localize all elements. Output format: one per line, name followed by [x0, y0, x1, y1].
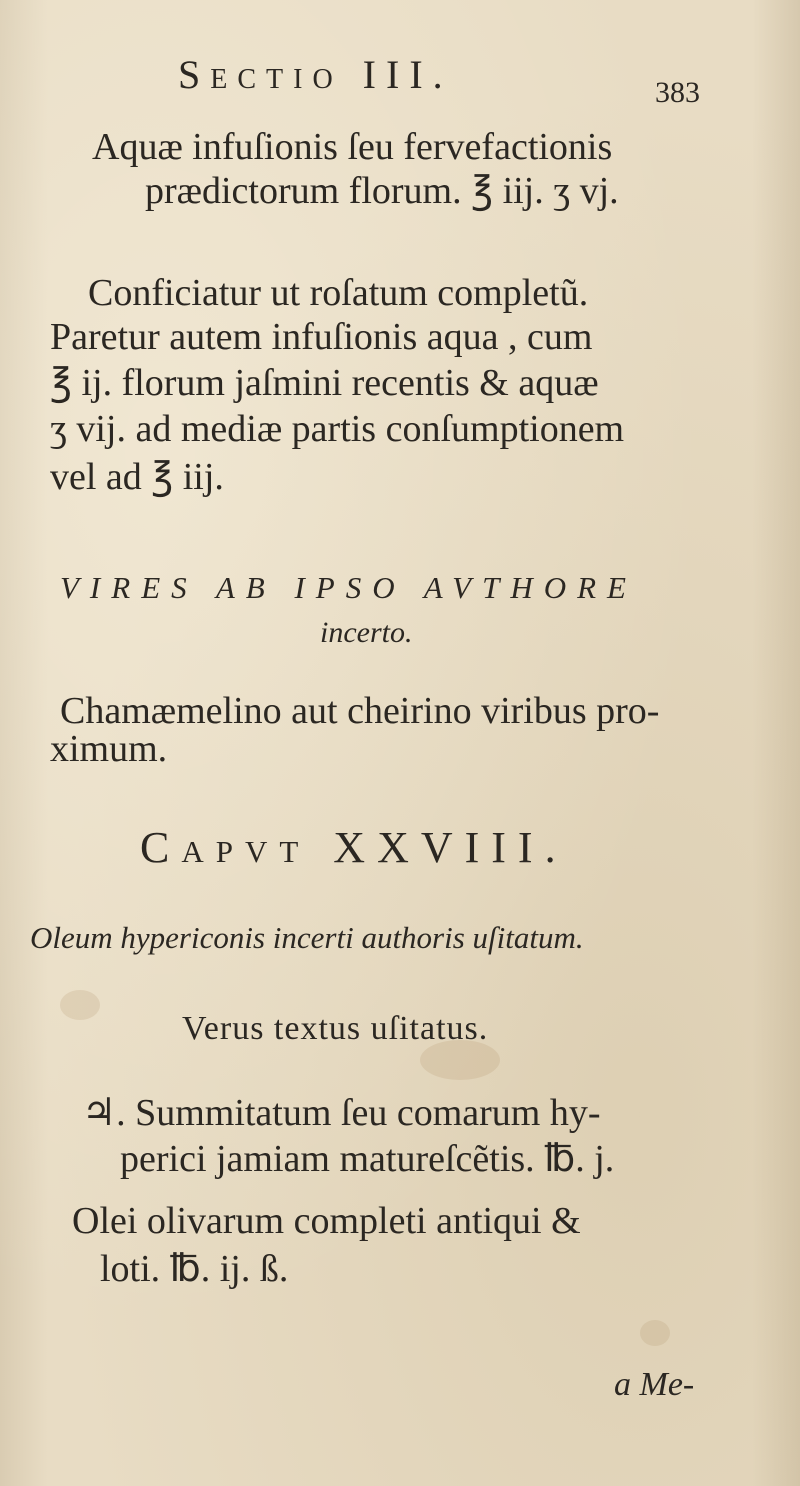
page-number: 383	[655, 76, 700, 109]
instructions-line-4: ʒ vij. ad mediæ partis conſumptionem	[50, 408, 625, 450]
vires-subheading: incerto.	[320, 616, 413, 649]
chapter-heading: Capvt XXVIII.	[140, 823, 568, 872]
instructions-line-1: Conficiatur ut roſatum completũ.	[88, 272, 589, 314]
recipe-line-4: loti. ℔. ij. ß.	[100, 1248, 289, 1290]
instructions-line-5: vel ad ℥ iij.	[50, 456, 224, 498]
paper-stain	[60, 990, 100, 1020]
recipe-line-3: Olei olivarum completi antiqui &	[72, 1200, 581, 1242]
instructions-line-3: ℥ ij. florum jaſmini recentis & aquæ	[50, 362, 599, 404]
recipe-end-line-2: prædictorum florum. ℥ iij. ʒ vj.	[145, 170, 619, 212]
running-head: Sectio III.	[178, 52, 453, 97]
instructions-line-2: Paretur autem infuſionis aqua , cum	[50, 316, 593, 358]
recipe-line-2: perici jamiam matureſcẽtis. ℔. j.	[120, 1138, 615, 1180]
vires-text-line-1: Chamæmelino aut cheirino viribus pro-	[60, 690, 660, 732]
oleum-title: Oleum hypericonis incerti authoris uſitatum.	[30, 920, 584, 955]
recipe-line-1: ♃. Summitatum ſeu comarum hy-	[82, 1092, 601, 1134]
verus-textus: Verus textus uſitatus.	[182, 1010, 489, 1047]
vires-text-line-2: ximum.	[50, 728, 168, 770]
paper-stain	[640, 1320, 670, 1346]
catchword: a Me-	[614, 1366, 695, 1403]
recipe-end-line-1: Aquæ infuſionis ſeu fervefactionis	[92, 126, 613, 168]
vires-heading: VIRES AB IPSO AVTHORE	[60, 570, 637, 605]
